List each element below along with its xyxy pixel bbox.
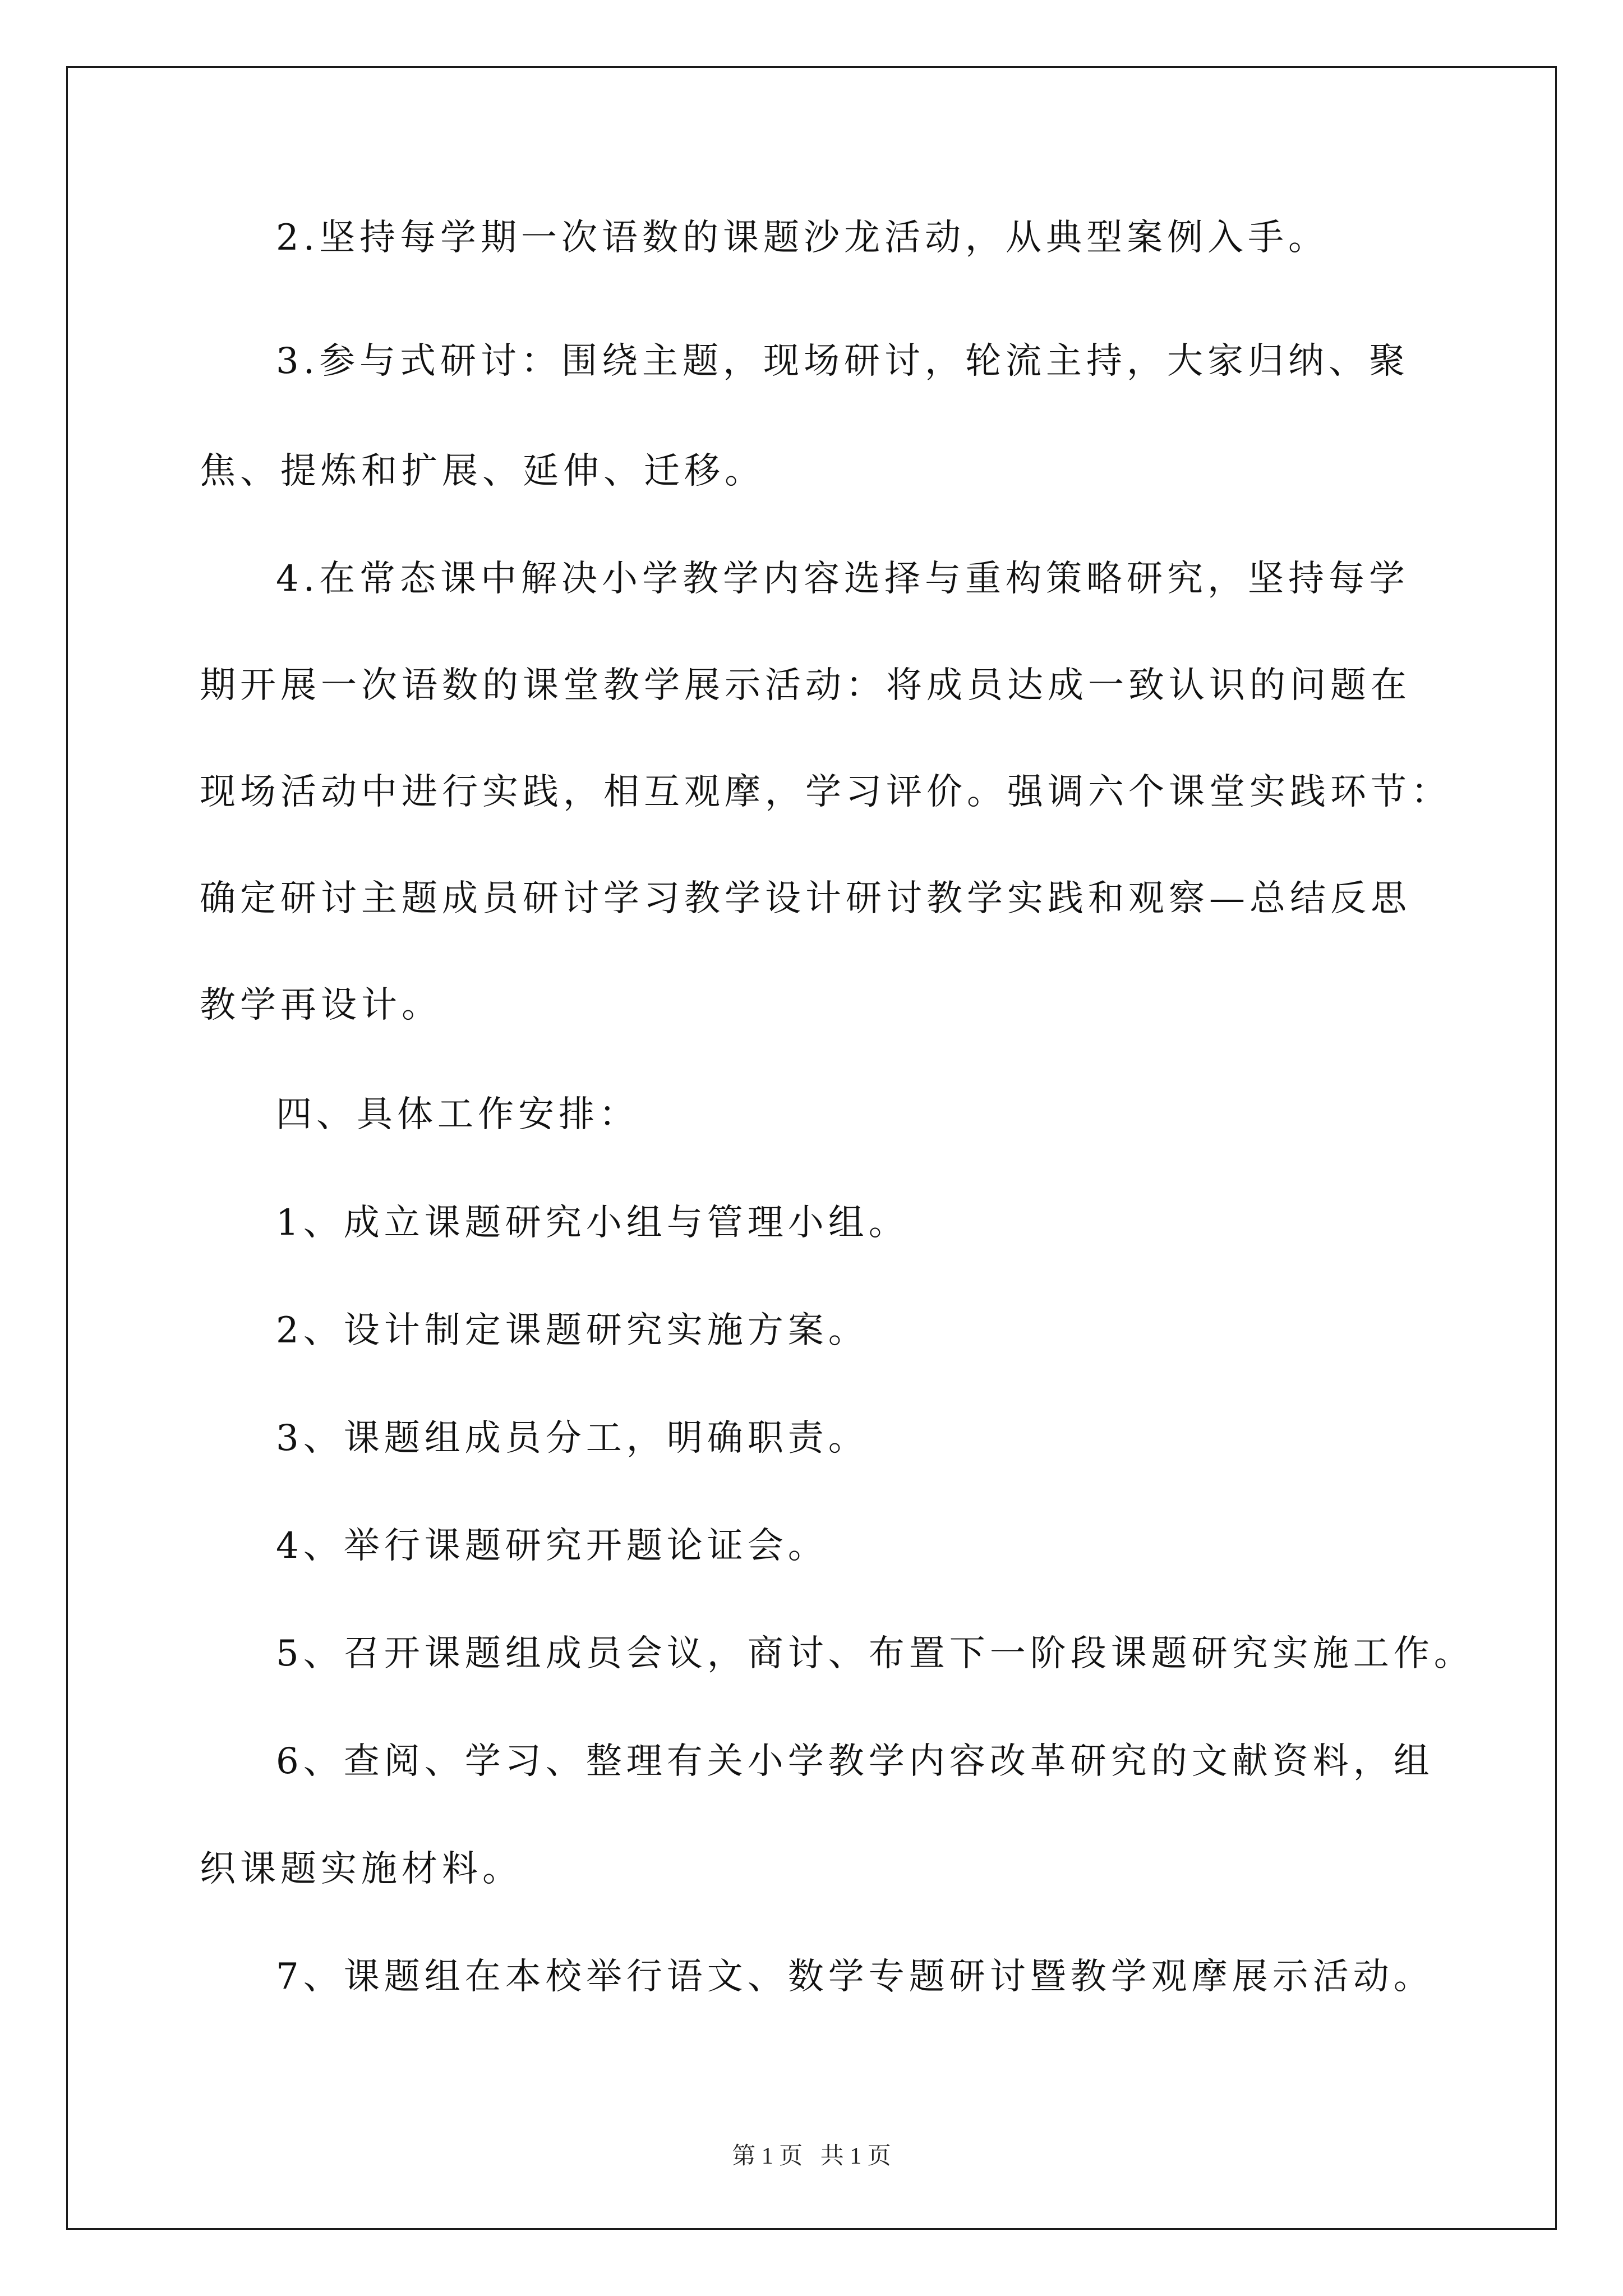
paragraph-3-line-3: 现场活动中进行实践，相互观摩，学习评价。强调六个课堂实践环节： — [200, 771, 1451, 813]
list-item-4: 4、举行课题研究开题论证会。 — [276, 1525, 828, 1567]
page-border — [66, 66, 1557, 2230]
section-heading: 四、具体工作安排： — [276, 1094, 639, 1135]
paragraph-3-line-2: 期开展一次语数的课堂教学展示活动：将成员达成一致认识的问题在 — [200, 665, 1411, 706]
list-item-1: 1、成立课题研究小组与管理小组。 — [276, 1202, 909, 1244]
paragraph-3-line-4: 确定研讨主题成员研讨学习教学设计研讨教学实践和观察—总结反思 — [200, 878, 1411, 919]
list-item-2: 2、设计制定课题研究实施方案。 — [276, 1310, 869, 1351]
list-item-3: 3、课题组成员分工，明确职责。 — [276, 1418, 869, 1459]
paragraph-2-line-2: 焦、提炼和扩展、延伸、迁移。 — [200, 450, 765, 492]
paragraph-2-line-1: 3.参与式研讨：围绕主题，现场研讨，轮流主持，大家归纳、聚 — [276, 341, 1410, 382]
list-item-5: 5、召开课题组成员会议，商讨、布置下一阶段课题研究实施工作。 — [276, 1633, 1474, 1674]
paragraph-1-line-1: 2.坚持每学期一次语数的课题沙龙活动，从典型案例入手。 — [276, 217, 1329, 259]
paragraph-3-line-1: 4.在常态课中解决小学教学内容选择与重构策略研究，坚持每学 — [276, 558, 1410, 600]
list-item-6-line-2: 织课题实施材料。 — [200, 1848, 523, 1890]
paragraph-3-line-5: 教学再设计。 — [200, 984, 442, 1026]
list-item-6-line-1: 6、查阅、学习、整理有关小学教学内容改革研究的文献资料，组 — [276, 1741, 1434, 1782]
list-item-7: 7、课题组在本校举行语文、数学专题研讨暨教学观摩展示活动。 — [276, 1956, 1434, 1998]
page-number-footer: 第 1 页 共 1 页 — [732, 2143, 891, 2169]
